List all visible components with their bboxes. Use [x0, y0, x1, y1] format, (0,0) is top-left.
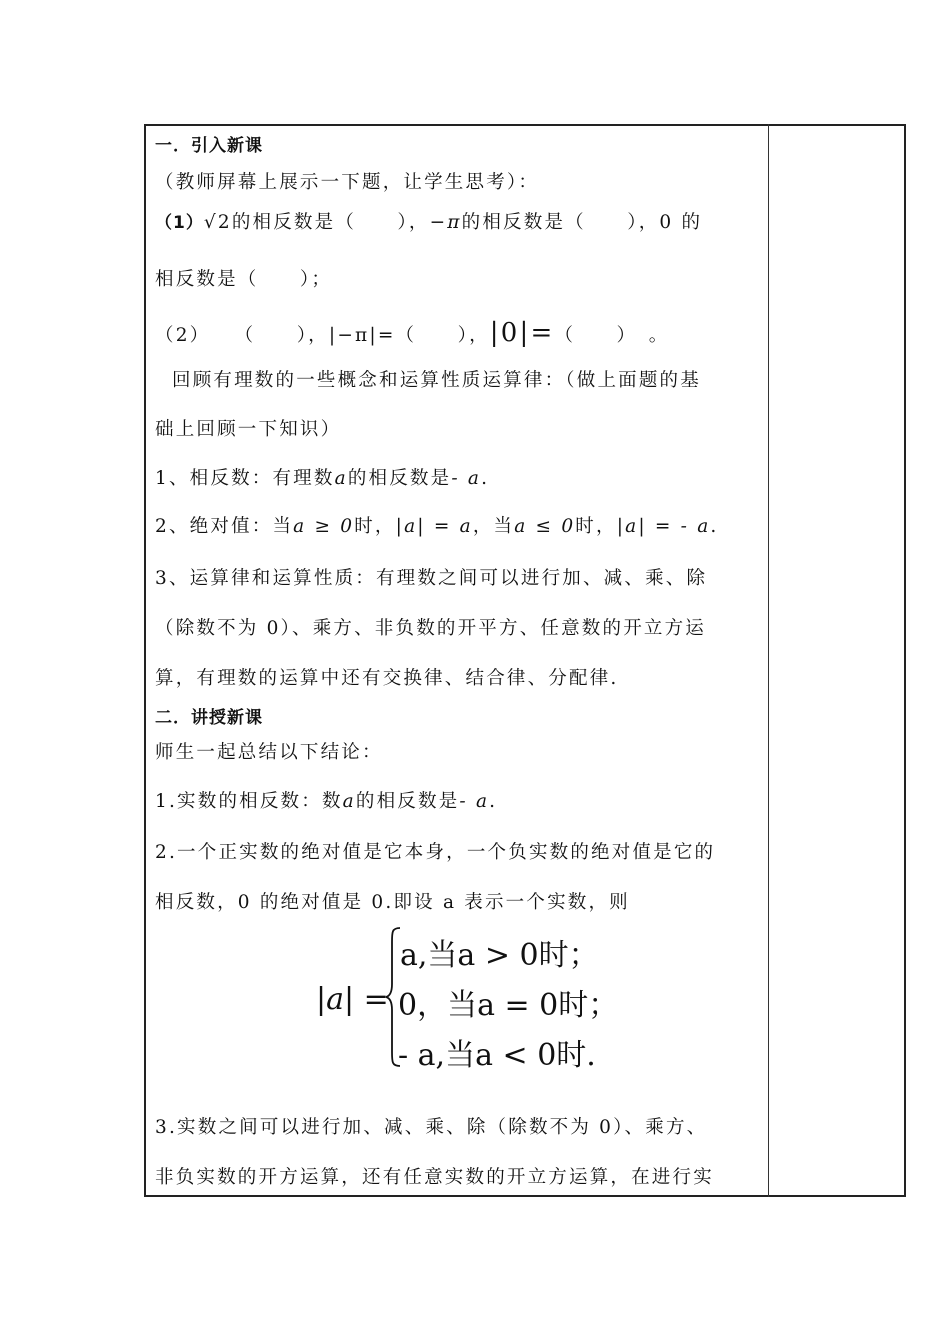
point-3-line1: 3.实数之间可以进行加、减、乘、除（除数不为 0）、乘方、: [155, 1117, 708, 1138]
formula-case-1: a,当a > 0时；: [400, 938, 599, 973]
item-2-abs2: |a| = - a: [616, 516, 711, 537]
item-1-text-a: 1、相反数：有理数: [155, 468, 335, 489]
abs-zero: |0|=: [489, 318, 555, 348]
item-3-line3: 算，有理数的运算中还有交换律、结合律、分配律.: [155, 668, 619, 689]
item-2-end: .: [710, 516, 719, 537]
point-2-line2: 相反数，0 的绝对值是 0.即设 a 表示一个实数，则: [155, 892, 630, 913]
item-2-abs1: |a| = a: [395, 516, 473, 537]
point-1-var: a: [342, 791, 356, 812]
item-2-text-d: 时，: [575, 516, 617, 537]
item-2-cond1: a ≥ 0: [293, 516, 355, 537]
item-2-text-a: 2、绝对值：当: [155, 516, 294, 537]
column-divider: [768, 124, 769, 1197]
question-2-number: （2）: [155, 325, 211, 346]
question-1-line2: 相反数是（ ）；: [155, 269, 333, 290]
formula-lhs: |a| =: [316, 982, 389, 1017]
review-line1: 回顾有理数的一些概念和运算性质运算律：（做上面题的基: [172, 370, 701, 391]
section2-lead: 师生一起总结以下结论：: [155, 742, 383, 763]
item-1: [155, 464, 489, 490]
point-1-text-a: 1.实数的相反数：数: [155, 791, 343, 812]
abs-neg-pi: |−π|=: [328, 325, 396, 346]
question-1-text-a: 的相反数是（ ），: [231, 212, 430, 233]
item-1-text-b: 的相反数是: [347, 468, 452, 489]
point-3-line2: 非负实数的开方运算，还有任意实数的开立方运算，在进行实: [155, 1167, 714, 1188]
review-line2: 础上回顾一下知识）: [155, 419, 342, 440]
intro-text: （教师屏幕上展示一下题，让学生思考）：: [155, 172, 540, 193]
sqrt-two: √2: [203, 212, 232, 233]
question-1-number: （1）: [155, 213, 204, 233]
point-1-text-b: 的相反数是: [355, 791, 460, 812]
item-3-line2: （除数不为 0）、乘方、非负数的开平方、任意数的开立方运: [155, 618, 707, 639]
section1-heading: 一．引入新课: [155, 136, 263, 156]
formula-case-3: - a,当a < 0时.: [398, 1038, 596, 1073]
question-2-blank3: （ ） 。: [554, 325, 670, 346]
point-1: [155, 787, 497, 813]
item-1-neg: - a: [451, 468, 482, 489]
item-1-end: .: [481, 468, 490, 489]
question-2-line: [155, 318, 669, 348]
point-1-end: .: [489, 791, 498, 812]
item-2-text-c: ，当: [472, 516, 515, 537]
item-1-var: a: [334, 468, 348, 489]
neg-pi: −π: [429, 212, 462, 233]
question-2-blank1: （ ），: [234, 325, 329, 346]
section2-heading: 二．讲授新课: [155, 708, 263, 728]
item-3-line1: 3、运算律和运算性质：有理数之间可以进行加、减、乘、除: [155, 568, 708, 589]
question-1-line1: [155, 208, 702, 234]
point-2-line1: 2.一个正实数的绝对值是它本身，一个负实数的绝对值是它的: [155, 842, 716, 863]
point-1-neg: - a: [459, 791, 490, 812]
item-2-cond2: a ≤ 0: [514, 516, 576, 537]
question-1-text-b: 的相反数是（ ），0 的: [461, 212, 703, 233]
item-2-text-b: 时，: [354, 516, 396, 537]
formula-case-2: 0，当a = 0时；: [398, 988, 619, 1023]
item-2: [155, 512, 719, 538]
question-2-blank2: （ ），: [395, 325, 490, 346]
